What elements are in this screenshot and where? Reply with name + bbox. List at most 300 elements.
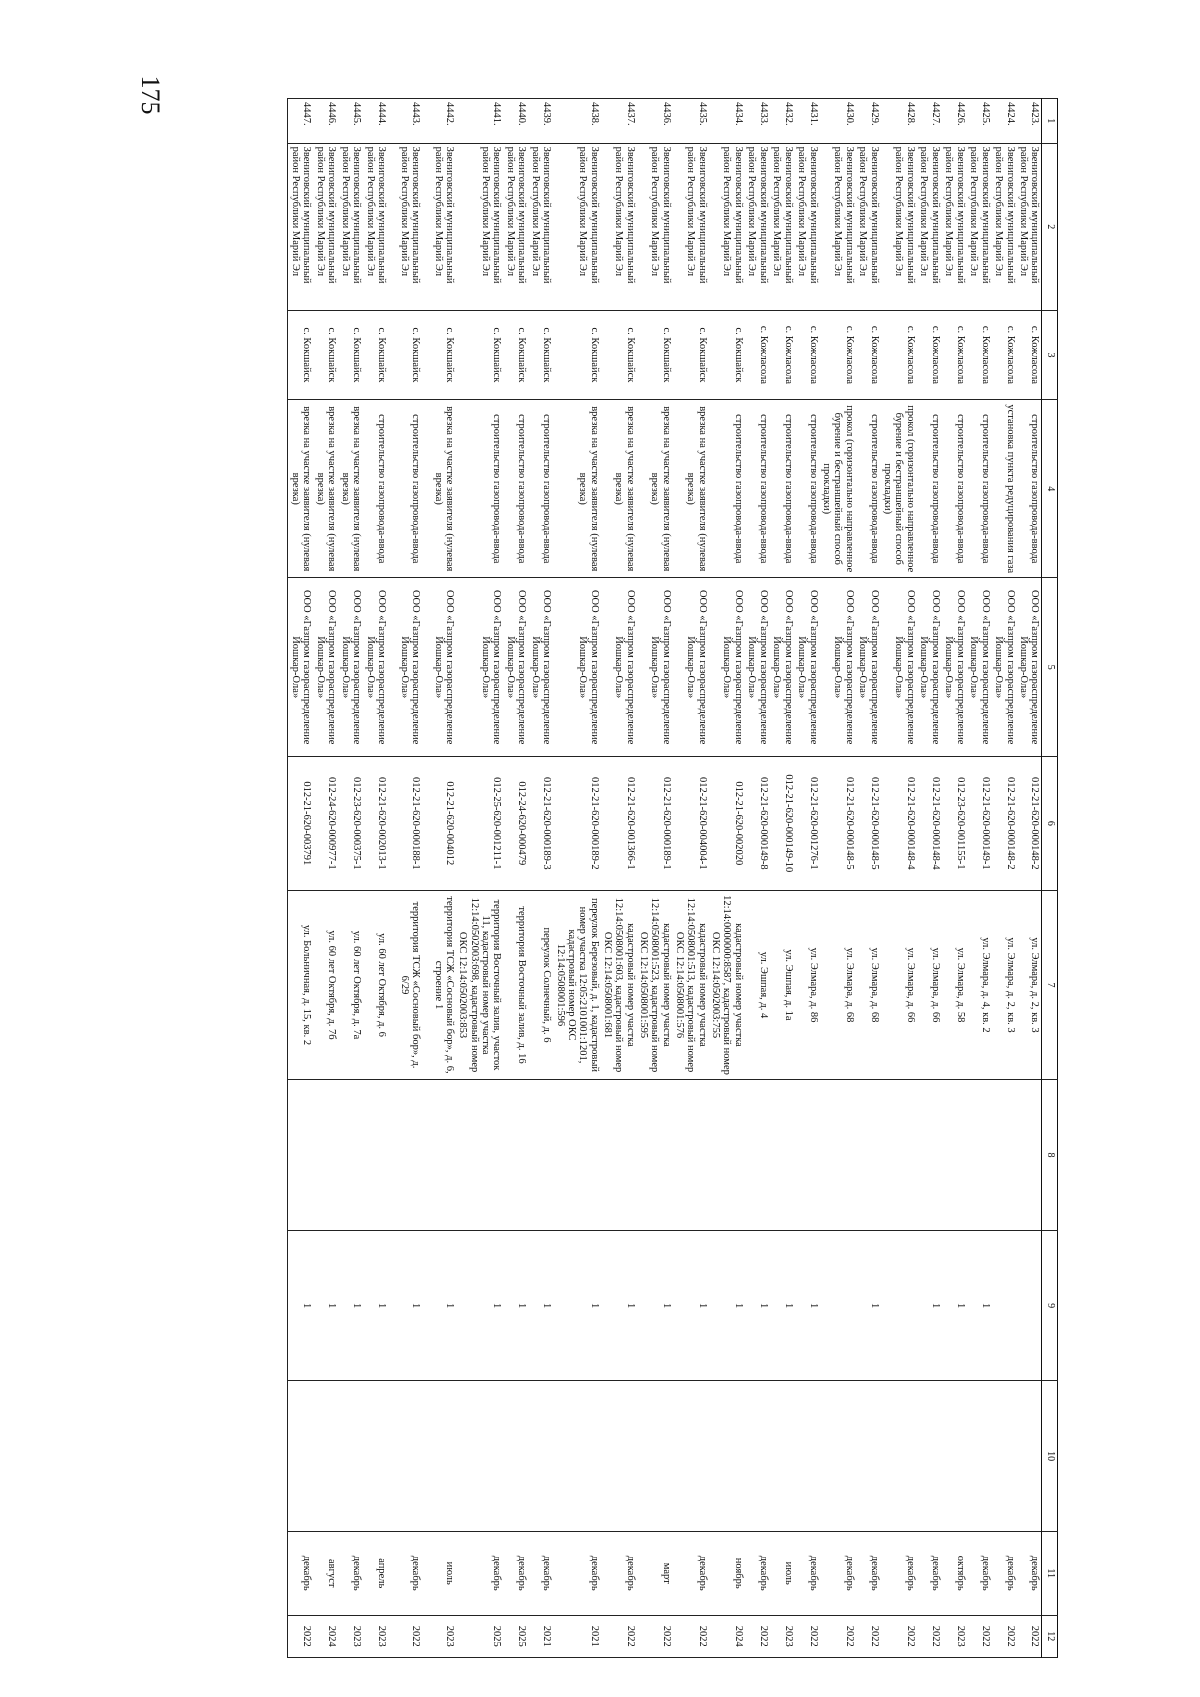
row-number: 4434. bbox=[709, 99, 745, 144]
work-type-cell: строительство газопровода-ввода bbox=[856, 400, 881, 578]
row-number: 4441. bbox=[456, 99, 503, 144]
year-cell: 2021 bbox=[528, 1615, 553, 1657]
col10-cell bbox=[745, 1381, 770, 1532]
col9-cell: 1 bbox=[601, 1230, 637, 1381]
month-cell: декабрь bbox=[553, 1531, 600, 1615]
col8-cell bbox=[942, 1080, 967, 1231]
address-cell: ул. Больничная, д. 15, кв. 2 bbox=[288, 890, 313, 1080]
row-number: 4431. bbox=[795, 99, 820, 144]
organization-cell: ООО «Газпром газораспределение Йошкар-Ола» bbox=[503, 578, 528, 756]
work-type-cell: врезка на участке заявителя (нулевая врезка) bbox=[313, 400, 338, 578]
settlement-cell: с. Кожласола bbox=[967, 310, 992, 399]
object-code-cell: 012-21-620-004012 bbox=[422, 756, 456, 890]
address-cell: ул. Элмара, д. 4, кв. 2 bbox=[967, 890, 992, 1080]
month-cell: декабрь bbox=[856, 1531, 881, 1615]
table-row bbox=[553, 99, 600, 1658]
month-cell: декабрь bbox=[1017, 1531, 1042, 1615]
col10-cell bbox=[363, 1381, 388, 1532]
month-cell: июль bbox=[770, 1531, 795, 1615]
organization-cell: ООО «Газпром газораспределение Йошкар-Ола» bbox=[288, 578, 313, 756]
work-type-cell: строительство газопровода-ввода bbox=[1017, 400, 1042, 578]
work-type-cell: строительство газопровода-ввода bbox=[528, 400, 553, 578]
district-cell: Звениговский муниципальный район Республики Марий Эл bbox=[795, 143, 820, 310]
settlement-cell: с. Кожласола bbox=[770, 310, 795, 399]
work-type-cell: строительство газопровода-ввода bbox=[967, 400, 992, 578]
object-code-cell: 012-21-620-002020 bbox=[709, 756, 745, 890]
col10-cell bbox=[637, 1381, 673, 1532]
table-row bbox=[388, 99, 422, 1658]
page-number: 175 bbox=[136, 75, 165, 115]
district-cell: Звениговский муниципальный район Республики Марий Эл bbox=[313, 143, 338, 310]
organization-cell: ООО «Газпром газораспределение Йошкар-Ола» bbox=[422, 578, 456, 756]
row-number: 4437. bbox=[601, 99, 637, 144]
col9-cell: 1 bbox=[528, 1230, 553, 1381]
work-type-cell: врезка на участке заявителя (нулевая врезка) bbox=[422, 400, 456, 578]
table-row bbox=[313, 99, 338, 1658]
col8-cell bbox=[745, 1080, 770, 1231]
col9-cell: 1 bbox=[388, 1230, 422, 1381]
address-cell: кадастровый номер участка 12:14:0000000:8587, кадастровый номер ОКС 12:14:0502003:755 bbox=[709, 890, 745, 1080]
organization-cell: ООО «Газпром газораспределение Йошкар-Ола» bbox=[820, 578, 856, 756]
col8-cell bbox=[795, 1080, 820, 1231]
month-cell: октябрь bbox=[942, 1531, 967, 1615]
organization-cell: ООО «Газпром газораспределение Йошкар-Ола» bbox=[967, 578, 992, 756]
year-cell: 2022 bbox=[820, 1615, 856, 1657]
row-number: 4430. bbox=[820, 99, 856, 144]
row-number: 4424. bbox=[992, 99, 1017, 144]
organization-cell: ООО «Газпром газораспределение Йошкар-Ола» bbox=[856, 578, 881, 756]
col10-cell bbox=[422, 1381, 456, 1532]
col-header: 9 bbox=[1042, 1230, 1058, 1381]
organization-cell: ООО «Газпром газораспределение Йошкар-Ола» bbox=[709, 578, 745, 756]
settlement-cell: с. Кожласола bbox=[745, 310, 770, 399]
year-cell: 2021 bbox=[553, 1615, 600, 1657]
col8-cell bbox=[313, 1080, 338, 1231]
year-cell: 2023 bbox=[363, 1615, 388, 1657]
organization-cell: ООО «Газпром газораспределение Йошкар-Ола» bbox=[456, 578, 503, 756]
work-type-cell: строительство газопровода-ввода bbox=[770, 400, 795, 578]
work-type-cell: прокол (горизонтально направленное бурение и бестраншейный способ прокладки) bbox=[881, 400, 917, 578]
table-row bbox=[456, 99, 503, 1658]
organization-cell: ООО «Газпром газораспределение Йошкар-Ола» bbox=[770, 578, 795, 756]
work-type-cell: строительство газопровода-ввода bbox=[456, 400, 503, 578]
col10-cell bbox=[503, 1381, 528, 1532]
table-row bbox=[503, 99, 528, 1658]
year-cell: 2022 bbox=[917, 1615, 942, 1657]
object-code-cell: 012-21-620-001276-1 bbox=[795, 756, 820, 890]
year-cell: 2025 bbox=[503, 1615, 528, 1657]
work-type-cell: врезка на участке заявителя (нулевая врезка) bbox=[601, 400, 637, 578]
organization-cell: ООО «Газпром газораспределение Йошкар-Ола» bbox=[363, 578, 388, 756]
month-cell: декабрь bbox=[745, 1531, 770, 1615]
settlement-cell: с. Кокшайск bbox=[601, 310, 637, 399]
address-cell: ул. Эшпая, д. 4 bbox=[745, 890, 770, 1080]
organization-cell: ООО «Газпром газораспределение Йошкар-Ола» bbox=[313, 578, 338, 756]
year-cell: 2022 bbox=[637, 1615, 673, 1657]
month-cell: декабрь bbox=[992, 1531, 1017, 1615]
address-cell: ул. Элмара, д. 2, кв. 3 bbox=[1017, 890, 1042, 1080]
col9-cell: 1 bbox=[942, 1230, 967, 1381]
month-cell: декабрь bbox=[917, 1531, 942, 1615]
month-cell: август bbox=[313, 1531, 338, 1615]
work-type-cell: строительство газопровода-ввода bbox=[503, 400, 528, 578]
year-cell: 2023 bbox=[338, 1615, 363, 1657]
month-cell: декабрь bbox=[388, 1531, 422, 1615]
row-number: 4429. bbox=[856, 99, 881, 144]
organization-cell: ООО «Газпром газораспределение Йошкар-Ола» bbox=[795, 578, 820, 756]
table-row bbox=[637, 99, 673, 1658]
month-cell: декабрь bbox=[528, 1531, 553, 1615]
address-cell: кадастровый номер участка 12:14:0508001:523, кадастровый номер ОКС 12:14:0508001:595 bbox=[637, 890, 673, 1080]
month-cell: апрель bbox=[363, 1531, 388, 1615]
month-cell: декабрь bbox=[820, 1531, 856, 1615]
table-row bbox=[288, 99, 313, 1658]
settlement-cell: с. Кокшайск bbox=[528, 310, 553, 399]
year-cell: 2023 bbox=[422, 1615, 456, 1657]
organization-cell: ООО «Газпром газораспределение Йошкар-Ола» bbox=[942, 578, 967, 756]
row-number: 4438. bbox=[553, 99, 600, 144]
settlement-cell: с. Кокшайск bbox=[553, 310, 600, 399]
district-cell: Звениговский муниципальный район Республики Марий Эл bbox=[917, 143, 942, 310]
col-header: 10 bbox=[1042, 1381, 1058, 1532]
district-cell: Звениговский муниципальный район Республики Марий Эл bbox=[745, 143, 770, 310]
address-cell: ул. Элмара, д. 86 bbox=[795, 890, 820, 1080]
organization-cell: ООО «Газпром газораспределение Йошкар-Ола» bbox=[601, 578, 637, 756]
year-cell: 2022 bbox=[881, 1615, 917, 1657]
settlement-cell: с. Кокшайск bbox=[288, 310, 313, 399]
col8-cell bbox=[388, 1080, 422, 1231]
settlement-cell: с. Кокшайск bbox=[388, 310, 422, 399]
district-cell: Звениговский муниципальный район Республики Марий Эл bbox=[881, 143, 917, 310]
month-cell: июль bbox=[422, 1531, 456, 1615]
organization-cell: ООО «Газпром газораспределение Йошкар-Ола» bbox=[917, 578, 942, 756]
district-cell: Звениговский муниципальный район Республики Марий Эл bbox=[770, 143, 795, 310]
year-cell: 2022 bbox=[673, 1615, 709, 1657]
organization-cell: ООО «Газпром газораспределение Йошкар-Ола» bbox=[745, 578, 770, 756]
year-cell: 2025 bbox=[456, 1615, 503, 1657]
work-type-cell: строительство газопровода-ввода bbox=[745, 400, 770, 578]
table-row bbox=[795, 99, 820, 1658]
organization-cell: ООО «Газпром газораспределение Йошкар-Ола» bbox=[992, 578, 1017, 756]
col8-cell bbox=[917, 1080, 942, 1231]
year-cell: 2022 bbox=[388, 1615, 422, 1657]
table-row bbox=[1017, 99, 1042, 1658]
col9-cell bbox=[992, 1230, 1017, 1381]
year-cell: 2024 bbox=[709, 1615, 745, 1657]
object-code-cell: 012-21-620-000149-8 bbox=[745, 756, 770, 890]
settlement-cell: с. Кокшайск bbox=[673, 310, 709, 399]
district-cell: Звениговский муниципальный район Республики Марий Эл bbox=[709, 143, 745, 310]
object-code-cell: 012-25-620-001211-1 bbox=[456, 756, 503, 890]
col8-cell bbox=[709, 1080, 745, 1231]
work-type-cell: врезка на участке заявителя (нулевая врезка) bbox=[673, 400, 709, 578]
col10-cell bbox=[967, 1381, 992, 1532]
year-cell: 2022 bbox=[992, 1615, 1017, 1657]
district-cell: Звениговский муниципальный район Республики Марий Эл bbox=[528, 143, 553, 310]
col9-cell: 1 bbox=[456, 1230, 503, 1381]
header-row bbox=[1042, 99, 1058, 1658]
col-header: 1 bbox=[1042, 99, 1058, 144]
settlement-cell: с. Кожласола bbox=[820, 310, 856, 399]
col-header: 8 bbox=[1042, 1080, 1058, 1231]
month-cell: декабрь bbox=[288, 1531, 313, 1615]
year-cell: 2022 bbox=[745, 1615, 770, 1657]
row-number: 4432. bbox=[770, 99, 795, 144]
table-row bbox=[770, 99, 795, 1658]
col9-cell: 1 bbox=[422, 1230, 456, 1381]
work-type-cell: строительство газопровода-ввода bbox=[363, 400, 388, 578]
table-row bbox=[881, 99, 917, 1658]
organization-cell: ООО «Газпром газораспределение Йошкар-Ола» bbox=[673, 578, 709, 756]
table-row bbox=[856, 99, 881, 1658]
object-code-cell: 012-21-620-000148-4 bbox=[881, 756, 917, 890]
address-cell: территория Восточный залив, д. 16 bbox=[503, 890, 528, 1080]
table-row bbox=[967, 99, 992, 1658]
district-cell: Звениговский муниципальный район Республики Марий Эл bbox=[288, 143, 313, 310]
settlement-cell: с. Кокшайск bbox=[456, 310, 503, 399]
col9-cell: 1 bbox=[770, 1230, 795, 1381]
row-number: 4442. bbox=[422, 99, 456, 144]
district-cell: Звениговский муниципальный район Республики Марий Эл bbox=[856, 143, 881, 310]
table-row bbox=[709, 99, 745, 1658]
settlement-cell: с. Кожласола bbox=[917, 310, 942, 399]
settlement-cell: с. Кокшайск bbox=[338, 310, 363, 399]
district-cell: Звениговский муниципальный район Республики Марий Эл bbox=[456, 143, 503, 310]
address-cell: ул. Элмара, д. 58 bbox=[942, 890, 967, 1080]
settlement-cell: с. Кокшайск bbox=[313, 310, 338, 399]
col10-cell bbox=[673, 1381, 709, 1532]
row-number: 4446. bbox=[313, 99, 338, 144]
address-cell: переулок Березовый, д. 1, кадастровый номер участка 12:05:2101001:1201, кадастровый номер ОКС 12:14:0508001:596 bbox=[553, 890, 600, 1080]
table-row bbox=[601, 99, 637, 1658]
col10-cell bbox=[917, 1381, 942, 1532]
col10-cell bbox=[770, 1381, 795, 1532]
year-cell: 2022 bbox=[288, 1615, 313, 1657]
table-row bbox=[942, 99, 967, 1658]
row-number: 4445. bbox=[338, 99, 363, 144]
col8-cell bbox=[338, 1080, 363, 1231]
address-cell: ул. 60 лет Октября, д. 7а bbox=[338, 890, 363, 1080]
col9-cell: 1 bbox=[553, 1230, 600, 1381]
row-number: 4425. bbox=[967, 99, 992, 144]
rotated-table-wrapper bbox=[188, 98, 1058, 1658]
object-code-cell: 012-21-620-000149-1 bbox=[967, 756, 992, 890]
col8-cell bbox=[363, 1080, 388, 1231]
col9-cell: 1 bbox=[503, 1230, 528, 1381]
object-code-cell: 012-21-620-000188-1 bbox=[388, 756, 422, 890]
address-cell: территория Восточный залив, участок 11, кадастровый номер участка 12:14:0502003:698, кадастровый номер ОКС 12:14:0502003:853 bbox=[456, 890, 503, 1080]
col-header: 4 bbox=[1042, 400, 1058, 578]
month-cell: декабрь bbox=[967, 1531, 992, 1615]
object-code-cell: 012-21-620-000148-4 bbox=[917, 756, 942, 890]
col8-cell bbox=[503, 1080, 528, 1231]
organization-cell: ООО «Газпром газораспределение Йошкар-Ола» bbox=[338, 578, 363, 756]
table-row bbox=[528, 99, 553, 1658]
col10-cell bbox=[288, 1381, 313, 1532]
col9-cell: 1 bbox=[313, 1230, 338, 1381]
work-type-cell: строительство газопровода-ввода bbox=[709, 400, 745, 578]
col10-cell bbox=[795, 1381, 820, 1532]
settlement-cell: с. Кокшайск bbox=[422, 310, 456, 399]
col9-cell: 1 bbox=[637, 1230, 673, 1381]
col8-cell bbox=[770, 1080, 795, 1231]
table-row bbox=[820, 99, 856, 1658]
object-code-cell: 012-24-620-000479 bbox=[503, 756, 528, 890]
year-cell: 2022 bbox=[856, 1615, 881, 1657]
settlement-cell: с. Кожласола bbox=[1017, 310, 1042, 399]
district-cell: Звениговский муниципальный район Республики Марий Эл bbox=[820, 143, 856, 310]
organization-cell: ООО «Газпром газораспределение Йошкар-Ола» bbox=[528, 578, 553, 756]
col-header: 6 bbox=[1042, 756, 1058, 890]
address-cell: ул. Элмара, д. 2, кв. 3 bbox=[992, 890, 1017, 1080]
col8-cell bbox=[881, 1080, 917, 1231]
col-header: 7 bbox=[1042, 890, 1058, 1080]
col9-cell: 1 bbox=[288, 1230, 313, 1381]
year-cell: 2022 bbox=[1017, 1615, 1042, 1657]
work-type-cell: строительство газопровода-ввода bbox=[942, 400, 967, 578]
year-cell: 2022 bbox=[967, 1615, 992, 1657]
district-cell: Звениговский муниципальный район Республики Марий Эл bbox=[942, 143, 967, 310]
settlement-cell: с. Кокшайск bbox=[637, 310, 673, 399]
settlement-cell: с. Кожласола bbox=[795, 310, 820, 399]
col8-cell bbox=[288, 1080, 313, 1231]
object-code-cell: 012-21-620-000148-2 bbox=[1017, 756, 1042, 890]
organization-cell: ООО «Газпром газораспределение Йошкар-Ола» bbox=[637, 578, 673, 756]
col9-cell: 1 bbox=[795, 1230, 820, 1381]
col8-cell bbox=[422, 1080, 456, 1231]
col9-cell bbox=[1017, 1230, 1042, 1381]
work-type-cell: врезка на участке заявителя (нулевая врезка) bbox=[288, 400, 313, 578]
year-cell: 2024 bbox=[313, 1615, 338, 1657]
month-cell: март bbox=[637, 1531, 673, 1615]
table-row bbox=[917, 99, 942, 1658]
col8-cell bbox=[553, 1080, 600, 1231]
col8-cell bbox=[673, 1080, 709, 1231]
work-type-cell: строительство газопровода-ввода bbox=[795, 400, 820, 578]
col10-cell bbox=[881, 1381, 917, 1532]
address-cell: переулок Солнечный, д. 6 bbox=[528, 890, 553, 1080]
object-code-cell: 012-21-620-001366-1 bbox=[601, 756, 637, 890]
col10-cell bbox=[456, 1381, 503, 1532]
work-type-cell: прокол (горизонтально направленное бурение и бестраншейный способ прокладки) bbox=[820, 400, 856, 578]
object-code-cell: 012-21-620-000148-5 bbox=[820, 756, 856, 890]
work-type-cell: врезка на участке заявителя (нулевая врезка) bbox=[553, 400, 600, 578]
col9-cell: 1 bbox=[917, 1230, 942, 1381]
col-header: 5 bbox=[1042, 578, 1058, 756]
district-cell: Звениговский муниципальный район Республики Марий Эл bbox=[673, 143, 709, 310]
work-type-cell: строительство газопровода-ввода bbox=[388, 400, 422, 578]
work-type-cell: установка пункта редуцирования газа bbox=[992, 400, 1017, 578]
row-number: 4423. bbox=[1017, 99, 1042, 144]
col10-cell bbox=[856, 1381, 881, 1532]
col9-cell bbox=[881, 1230, 917, 1381]
table-row bbox=[673, 99, 709, 1658]
object-code-cell: 012-21-620-000189-2 bbox=[553, 756, 600, 890]
month-cell: декабрь bbox=[673, 1531, 709, 1615]
address-cell: территория ТСЖ «Сосновый бор», д. 6/29 bbox=[388, 890, 422, 1080]
address-cell: ул. Эшпая, д. 1а bbox=[770, 890, 795, 1080]
col8-cell bbox=[856, 1080, 881, 1231]
table-body bbox=[288, 99, 1042, 1658]
year-cell: 2023 bbox=[942, 1615, 967, 1657]
col-header: 2 bbox=[1042, 143, 1058, 310]
row-number: 4443. bbox=[388, 99, 422, 144]
row-number: 4427. bbox=[917, 99, 942, 144]
district-cell: Звениговский муниципальный район Республики Марий Эл bbox=[388, 143, 422, 310]
address-cell: ул. 60 лет Октября, д. 7б bbox=[313, 890, 338, 1080]
table-row bbox=[745, 99, 770, 1658]
object-code-cell: 012-21-620-000148-2 bbox=[992, 756, 1017, 890]
col8-cell bbox=[992, 1080, 1017, 1231]
work-type-cell: строительство газопровода-ввода bbox=[917, 400, 942, 578]
col8-cell bbox=[820, 1080, 856, 1231]
year-cell: 2022 bbox=[601, 1615, 637, 1657]
organization-cell: ООО «Газпром газораспределение Йошкар-Ола» bbox=[388, 578, 422, 756]
row-number: 4440. bbox=[503, 99, 528, 144]
year-cell: 2022 bbox=[795, 1615, 820, 1657]
col9-cell: 1 bbox=[338, 1230, 363, 1381]
table-row bbox=[992, 99, 1017, 1658]
object-code-cell: 012-21-620-002013-1 bbox=[363, 756, 388, 890]
row-number: 4426. bbox=[942, 99, 967, 144]
settlement-cell: с. Кокшайск bbox=[709, 310, 745, 399]
object-code-cell: 012-21-620-000149-10 bbox=[770, 756, 795, 890]
object-code-cell: 012-21-620-000189-1 bbox=[637, 756, 673, 890]
table-row bbox=[363, 99, 388, 1658]
col8-cell bbox=[601, 1080, 637, 1231]
object-code-cell: 012-24-620-000977-1 bbox=[313, 756, 338, 890]
settlement-cell: с. Кокшайск bbox=[363, 310, 388, 399]
address-cell: территория ТСЖ «Сосновый бор», д. 6, строение 1 bbox=[422, 890, 456, 1080]
month-cell: декабрь bbox=[881, 1531, 917, 1615]
row-number: 4444. bbox=[363, 99, 388, 144]
year-cell: 2023 bbox=[770, 1615, 795, 1657]
col9-cell: 1 bbox=[673, 1230, 709, 1381]
month-cell: декабрь bbox=[503, 1531, 528, 1615]
settlement-cell: с. Кожласола bbox=[992, 310, 1017, 399]
col9-cell bbox=[820, 1230, 856, 1381]
col10-cell bbox=[553, 1381, 600, 1532]
month-cell: декабрь bbox=[795, 1531, 820, 1615]
address-cell: ул. Элмара, д. 66 bbox=[881, 890, 917, 1080]
row-number: 4436. bbox=[637, 99, 673, 144]
district-cell: Звениговский муниципальный район Республики Марий Эл bbox=[601, 143, 637, 310]
table-row bbox=[338, 99, 363, 1658]
col10-cell bbox=[528, 1381, 553, 1532]
district-cell: Звениговский муниципальный район Республики Марий Эл bbox=[553, 143, 600, 310]
organization-cell: ООО «Газпром газораспределение Йошкар-Ола» bbox=[1017, 578, 1042, 756]
col9-cell: 1 bbox=[363, 1230, 388, 1381]
object-code-cell: 012-23-620-000375-1 bbox=[338, 756, 363, 890]
district-cell: Звениговский муниципальный район Республики Марий Эл bbox=[992, 143, 1017, 310]
col10-cell bbox=[1017, 1381, 1042, 1532]
month-cell: декабрь bbox=[601, 1531, 637, 1615]
col9-cell: 1 bbox=[856, 1230, 881, 1381]
organization-cell: ООО «Газпром газораспределение Йошкар-Ола» bbox=[553, 578, 600, 756]
district-cell: Звениговский муниципальный район Республики Марий Эл bbox=[422, 143, 456, 310]
settlement-cell: с. Кожласола bbox=[881, 310, 917, 399]
object-code-cell: 012-21-620-004004-1 bbox=[673, 756, 709, 890]
address-cell: кадастровый номер участка 12:14:0508001:603, кадастровый номер ОКС 12:14:0508001:681 bbox=[601, 890, 637, 1080]
col10-cell bbox=[992, 1381, 1017, 1532]
row-number: 4447. bbox=[288, 99, 313, 144]
col8-cell bbox=[967, 1080, 992, 1231]
col10-cell bbox=[942, 1381, 967, 1532]
col10-cell bbox=[820, 1381, 856, 1532]
address-cell: ул. Элмара, д. 66 bbox=[917, 890, 942, 1080]
district-cell: Звениговский муниципальный район Республики Марий Эл bbox=[363, 143, 388, 310]
col-header: 3 bbox=[1042, 310, 1058, 399]
